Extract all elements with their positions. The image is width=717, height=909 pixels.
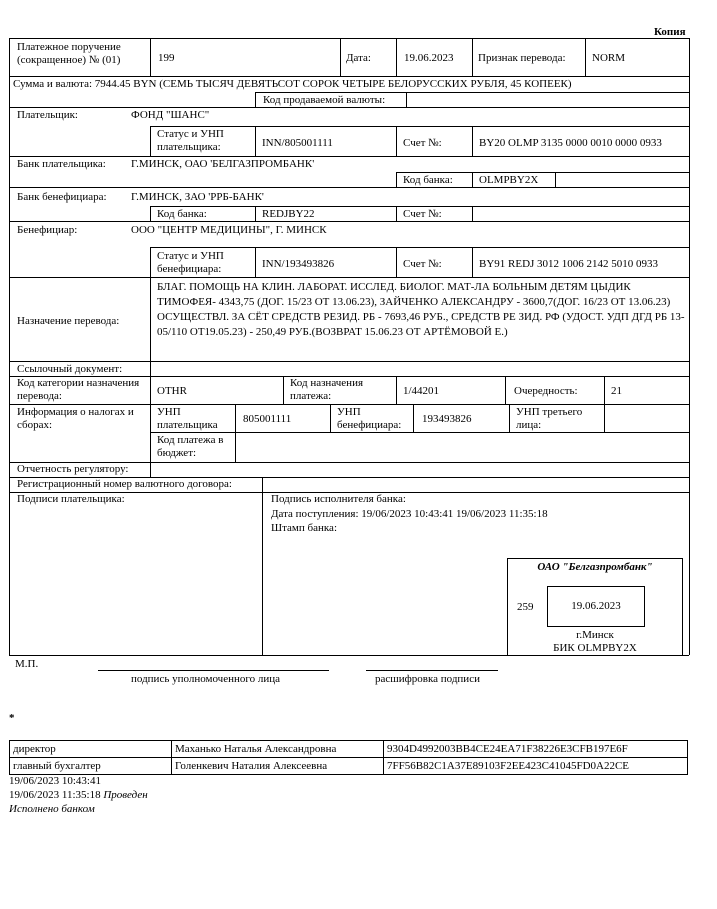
priority-label: Очередность: [514,385,578,397]
log-line-2 [9,789,148,802]
priority-value: 21 [611,385,622,397]
payer-bank-label: Банк плательщика: [17,158,106,170]
signer-row [10,758,688,775]
beneficiary-bank-code-label: Код банка: [157,208,207,220]
transfer-sign-value: NORM [592,52,626,64]
date-value: 19.06.2023 [404,52,454,64]
signer-role: директор [10,741,172,758]
purpose-text: БЛАГ. ПОМОЩЬ НА КЛИН. ЛАБОРАТ. ИССЛЕД. БИОЛОГ. МАТ-ЛА БОЛЬНЫМ ДЕТЯМ ЦЫДИК ТИМОФЕЯ- 4343,75 (ДОГ. 15/23 ОТ 13.06.23), ЗАЙЧЕНКО АЛЕКСАНДРУ - 3600,7(ДОГ. 16/23 ОТ 13.06.23) ОСУЩЕСТВЛ. ЗА СЁТ СРЕДСТВ РЕЗИД. РБ - 7693,46 РУБ., СРЕДСТВ РЕ ЗИД. РФ (УДОСТ. УДП ДГД РБ 13-05/110 ОТ19.05.23) - 250,49 РУБ.(ВОЗВРАТ 15.06.23 ОТ АРТЁМОВОЙ Е.) [157,281,685,338]
payment-code-label: Код назначения платежа: [290,377,364,402]
payer-status-unp-label: Статус и УНП плательщика: [157,128,224,153]
copy-label: Копия [654,26,686,38]
taxes-beneficiary-unp: 193493826 [422,413,472,425]
signature-decoding-caption: расшифровка подписи [375,673,480,685]
signer-hash: 7FF56B82C1A37E89103F2EE423C41045FD0A22CE [384,758,688,775]
beneficiary-bank-code: REDJBY22 [262,208,315,220]
signer-name: Голенкевич Наталия Алексеевна [172,758,384,775]
payer-name: ФОНД "ШАНС" [131,109,210,121]
signer-row [10,741,688,758]
stamp-bank-name: ОАО "Белгазпромбанк" [537,561,653,573]
payer-bank-code: OLMPBY2X [479,174,539,186]
taxes-third-unp-label: УНП третьего лица: [516,406,583,431]
asterisk-mark: * [9,712,15,724]
purpose-label: Назначение перевода: [17,315,120,327]
bank-stamp [507,558,683,656]
category-label: Код категории назначения перевода: [17,377,140,402]
date-label: Дата: [346,52,371,64]
signers-table [9,740,688,775]
log-line-1: 19/06/2023 10:43:41 [9,775,101,787]
payer-label: Плательщик: [17,109,78,121]
transfer-sign-label: Признак перевода: [478,52,566,64]
log-line-2-status: Проведен [103,789,148,801]
budget-code-label: Код платежа в бюджет: [157,434,224,459]
bank-exec-signature-label: Подпись исполнителя банка: [271,493,406,505]
beneficiary-label: Бенефициар: [17,224,78,236]
authorized-signature-caption: подпись уполномоченного лица [131,673,280,685]
stamp-date-box [547,586,645,627]
beneficiary-status-unp-label: Статус и УНП бенефициара: [157,250,224,275]
beneficiary-bank-name: Г.МИНСК, ЗАО 'РРБ-БАНК' [131,191,264,203]
bank-stamp-label: Штамп банка: [271,522,337,534]
stamp-city: г.Минск [576,629,614,641]
doc-number: 199 [158,52,175,64]
log-line-2-time: 19/06/2023 11:35:18 [9,789,101,801]
stamp-date: 19.06.2023 [571,600,621,612]
beneficiary-bank-label: Банк бенефициара: [17,191,107,203]
signer-name: Маханько Наталья Александровна [172,741,384,758]
payer-bank-name: Г.МИНСК, ОАО 'БЕЛГАЗПРОМБАНК' [131,158,315,170]
beneficiary-unp: INN/193493826 [262,258,335,270]
payer-account-label: Счет №: [403,137,442,149]
mp-label: М.П. [15,658,39,670]
payer-bank-code-label: Код банка: [403,174,453,186]
signer-role: главный бухгалтер [10,758,172,775]
sold-currency-label: Код продаваемой валюты: [263,94,386,106]
beneficiary-name: ООО "ЦЕНТР МЕДИЦИНЫ", Г. МИНСК [131,224,327,236]
payer-unp: INN/805001111 [262,137,333,149]
payer-account: BY20 OLMP 3135 0000 0010 0000 0933 [479,137,662,149]
taxes-beneficiary-unp-label: УНП бенефициара: [337,406,402,431]
received-date-label: Дата поступления: 19/06/2023 10:43:41 19/06/2023 11:35:18 [271,508,548,520]
doc-title: Платежное поручение (сокращенное) № (01) [17,41,121,66]
payment-code: 1/44201 [403,385,440,397]
registration-label: Регистрационный номер валютного договора: [17,478,232,490]
beneficiary-account: BY91 REDJ 3012 1006 2142 5010 0933 [479,258,659,270]
signer-hash: 9304D4992003BB4CE24EA71F38226E3CFB197E6F [384,741,688,758]
regulator-label: Отчетность регулятору: [17,463,129,475]
taxes-payer-unp: 805001111 [243,413,292,425]
stamp-number: 259 [517,601,534,613]
log-line-3: Исполнено банком [9,803,95,815]
stamp-bik: БИК OLMPBY2X [553,642,637,654]
beneficiary-bank-account-label: Счет №: [403,208,442,220]
reference-doc-label: Ссылочный документ: [17,363,123,375]
amount-text: Сумма и валюта: 7944.45 BYN (СЕМЬ ТЫСЯЧ ДЕВЯТЬСОТ СОРОК ЧЕТЫРЕ БЕЛОРУССКИХ РУБЛЯ, 45 КОПЕЕК) [13,78,572,90]
payer-signatures-label: Подписи плательщика: [17,493,125,505]
beneficiary-account-label: Счет №: [403,258,442,270]
taxes-payer-unp-label: УНП плательщика [157,406,218,431]
taxes-label: Информация о налогах и сборах: [17,406,134,431]
category-value: OTHR [157,385,187,397]
